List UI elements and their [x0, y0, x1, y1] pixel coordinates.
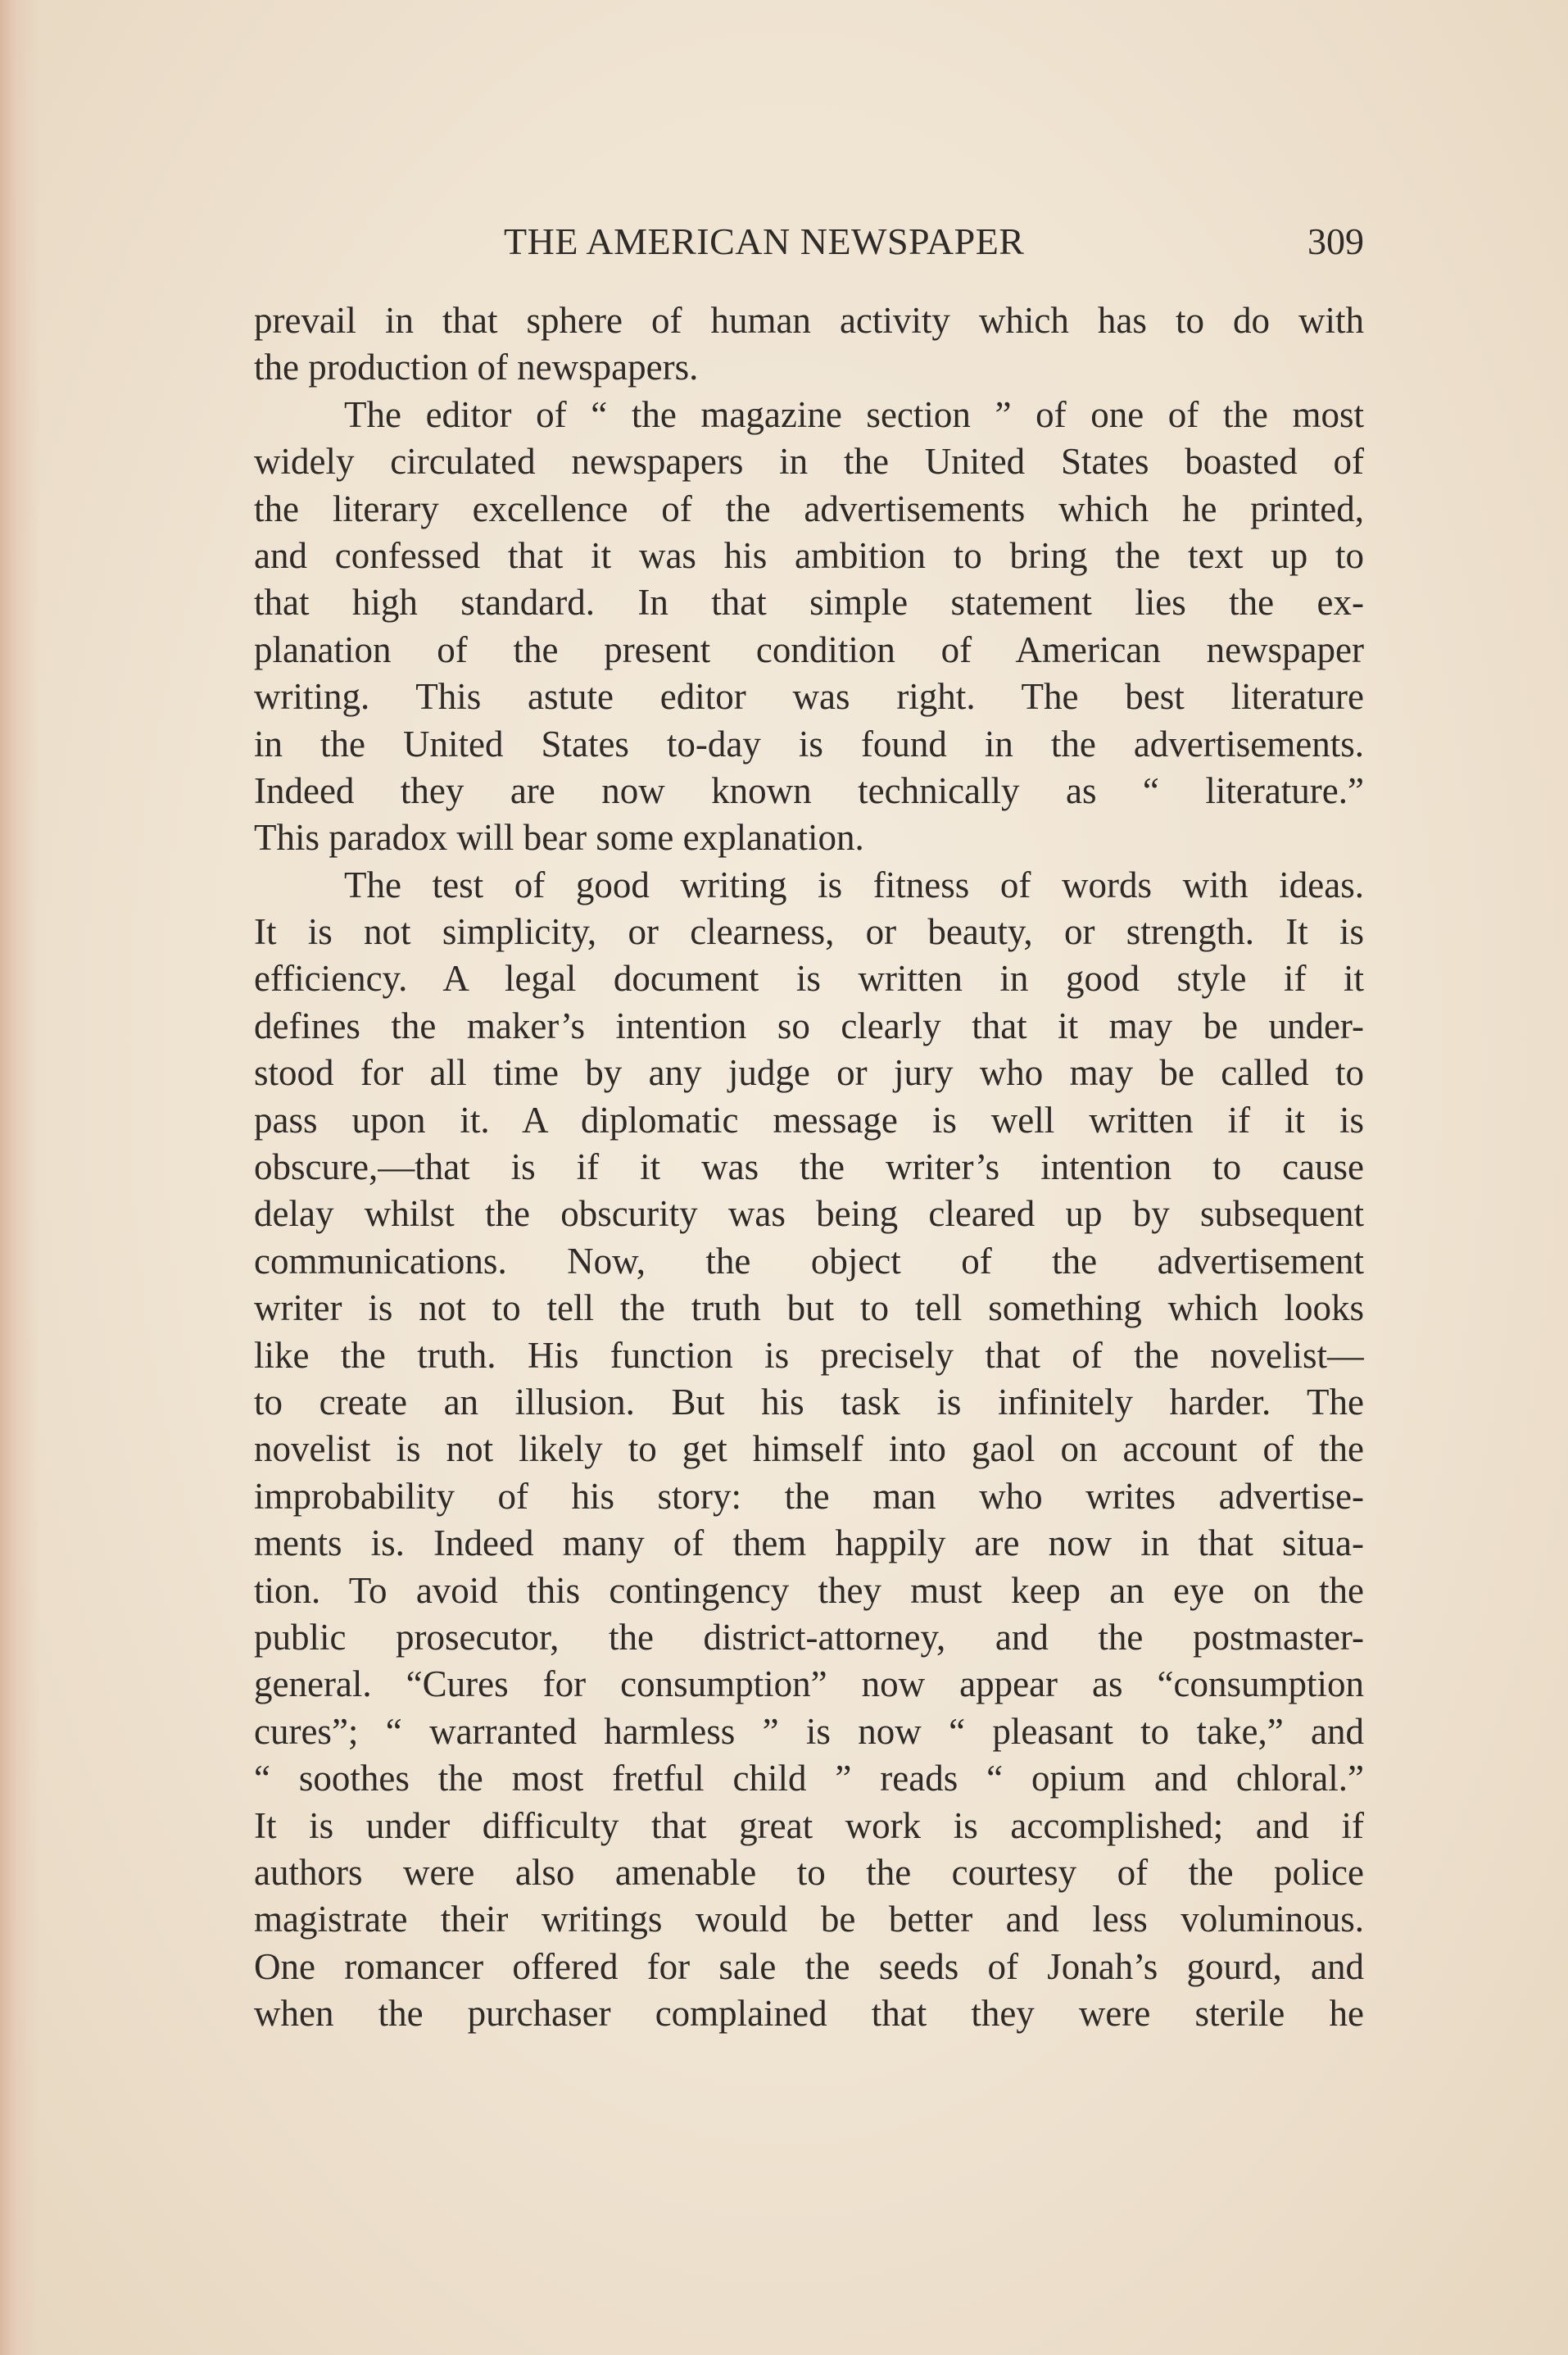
text-line: obscure,—that is if it was the writer’s intention to cause	[254, 1146, 1364, 1188]
text-line: the production of newspapers.	[254, 347, 699, 388]
page-edge-shading	[0, 0, 39, 2355]
text-line: ments is. Indeed many of them happily are now in that situa-	[254, 1522, 1364, 1564]
text-line: The editor of “ the magazine section ” of one of the most	[344, 393, 1364, 435]
text-line: pass upon it. A diplomatic message is well written if it is	[254, 1099, 1364, 1141]
body-text	[254, 297, 1364, 2037]
running-head	[254, 220, 1364, 269]
text-line: It is under difficulty that great work is accomplished; and if	[254, 1804, 1364, 1846]
text-line: to create an illusion. But his task is infinitely harder. The	[254, 1381, 1364, 1423]
text-line: defines the maker’s intention so clearly that it may be under-	[254, 1005, 1364, 1046]
text-line: when the purchaser complained that they were sterile he	[254, 1993, 1364, 2035]
text-line: delay whilst the obscurity was being cleared up by subsequent	[254, 1193, 1364, 1235]
text-line: the literary excellence of the advertisements which he printed,	[254, 488, 1364, 529]
text-line: magistrate their writings would be better and less voluminous.	[254, 1899, 1364, 1940]
text-line: like the truth. His function is precisely that of the novelist—	[254, 1334, 1364, 1376]
text-line: tion. To avoid this contingency they must keep an eye on the	[254, 1569, 1364, 1611]
text-line: Indeed they are now known technically as “ literature.”	[254, 769, 1364, 811]
text-line: It is not simplicity, or clearness, or beauty, or strength. It is	[254, 911, 1364, 953]
text-line: The test of good writing is fitness of words with ideas.	[344, 864, 1364, 905]
text-line: writer is not to tell the truth but to tell something which looks	[254, 1287, 1364, 1329]
text-line: writing. This astute editor was right. The best literature	[254, 676, 1364, 718]
page-number: 309	[1307, 220, 1364, 262]
text-line: public prosecutor, the district-attorney, and the postmaster-	[254, 1616, 1364, 1658]
text-line: improbability of his story: the man who writes advertise-	[254, 1475, 1364, 1517]
text-line: stood for all time by any judge or jury who may be called to	[254, 1052, 1364, 1094]
text-line: widely circulated newspapers in the United States boasted of	[254, 441, 1364, 483]
text-line: “ soothes the most fretful child ” reads “ opium and chloral.”	[254, 1758, 1364, 1799]
text-line: efficiency. A legal document is written in good style if it	[254, 958, 1364, 1000]
text-line: prevail in that sphere of human activity which has to do with	[254, 300, 1364, 341]
text-line: authors were also amenable to the courtesy of the police	[254, 1851, 1364, 1893]
text-line: communications. Now, the object of the advertisement	[254, 1240, 1364, 1282]
text-line: One romancer offered for sale the seeds of Jonah’s gourd, and	[254, 1945, 1364, 1987]
text-line: general. “Cures for consumption” now appear as “consumption	[254, 1663, 1364, 1705]
text-line: that high standard. In that simple statement lies the ex-	[254, 582, 1364, 624]
text-line: novelist is not likely to get himself into gaol on account of the	[254, 1428, 1364, 1470]
text-line: in the United States to-day is found in the advertisements.	[254, 723, 1364, 765]
text-line: and confessed that it was his ambition to bring the text up to	[254, 534, 1364, 576]
text-line: cures”; “ warranted harmless ” is now “ pleasant to take,” and	[254, 1710, 1364, 1752]
text-line: planation of the present condition of American newspaper	[254, 628, 1364, 670]
running-title: THE AMERICAN NEWSPAPER	[504, 220, 1025, 262]
text-line: This paradox will bear some explanation.	[254, 817, 864, 859]
